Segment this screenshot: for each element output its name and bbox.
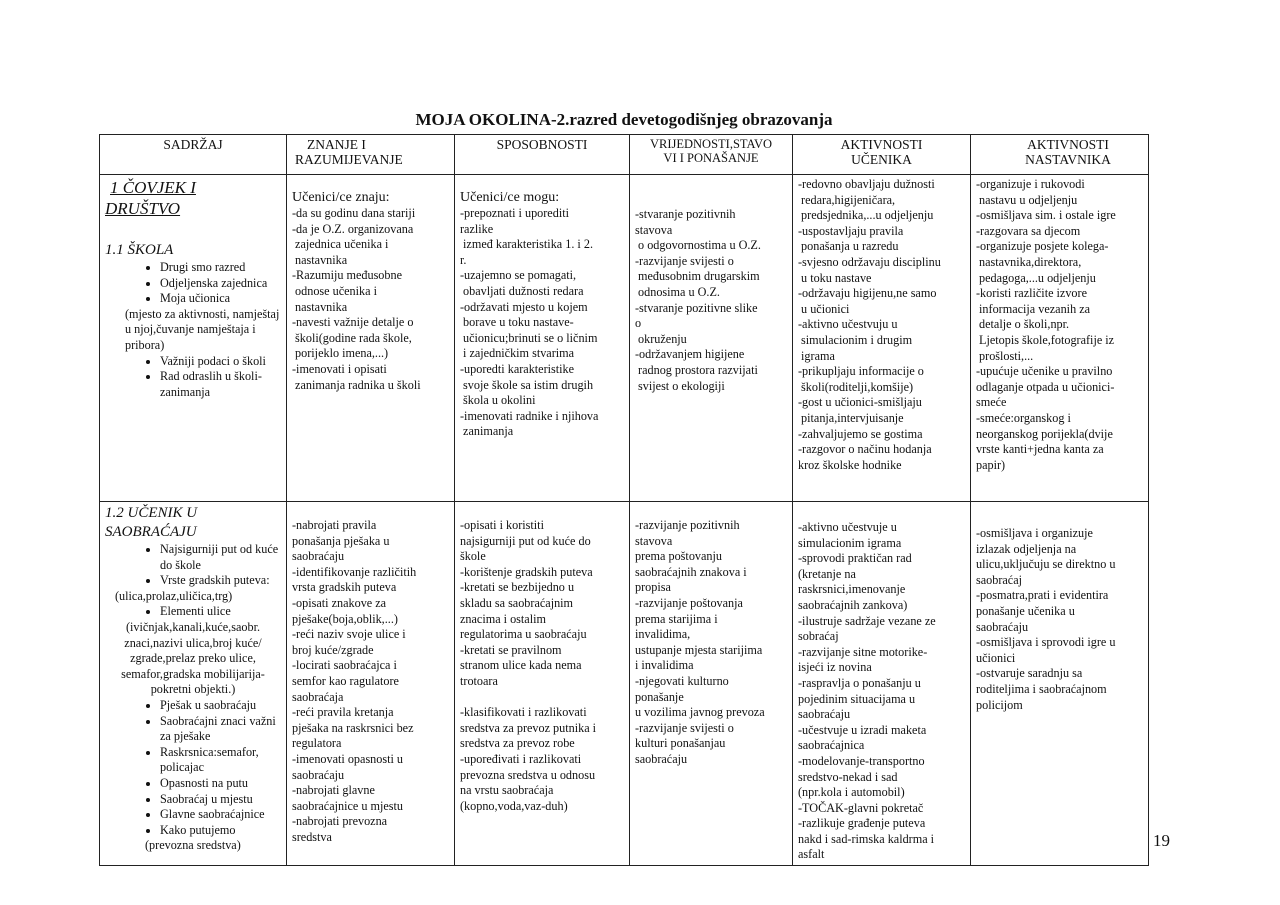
header-aktivnosti-ucenika-line1: AKTIVNOSTI — [840, 137, 923, 152]
list-item: • Pješak u saobraćaju — [160, 698, 281, 714]
sposobnosti-text: -opisati i koristiti najsigurniji put od kuće do škole -korištenje gradskih puteva -kretati se bezbijedno u skladu sa saobraćajnim znacima i ostalim regulatorima u saobraćaju -kretati se pravilnom stranom ulice kada nema trotoara -klasifikovati i razlikovati sredstva za prevoz putnika i sredstva za prevoz robe -upoređivati i razlikovati prevozna sredstva u odnosu na vrstu saobraćaja (kopno,voda,vaz-duh) — [460, 518, 597, 813]
header-znanje-line1: ZNANJE I — [307, 137, 366, 152]
cell-vrijednosti-1 — [630, 175, 793, 502]
aktivnosti-ucenika-text: -aktivno učestvuje u simulacionim igrama -sprovodi praktičan rad (kretanje na raskrsnici,imenovanje saobraćajnih zankova) -ilustruje sadržaje vezane ze sobraćaj -razvijanje sitne motorike- isjeći iz novina -raspravlja o ponašanju u pojedinim situacijama u saobraćaju -učestvuje u izradi maketa saobraćajnica -modelovanje-transportno sredstvo-nekad i sad (npr.kola i automobil) -TOČAK-glavni pokretač -razlikuje građenje puteva nakd i sad-rimska kaldrma i asfalt — [798, 520, 936, 862]
sposobnosti-lead: Učenici/ce mogu: — [460, 190, 560, 205]
cell-sadrzaj-1 — [100, 175, 287, 502]
list-item: • Odjeljenska zajednica — [160, 276, 281, 292]
list-saobracaj-items — [105, 542, 281, 589]
cell-aktivnosti-ucenika-1 — [793, 175, 971, 502]
header-aktivnosti-nastavnika-line1: AKTIVNOSTI — [1027, 137, 1109, 152]
list-item: • Elementi ulice — [160, 604, 281, 620]
note-prevozna-sredstva: (prevozna sredstva) — [145, 838, 241, 853]
list-item: • Glavne saobraćajnice — [160, 807, 281, 823]
header-sposobnosti-label: SPOSOBNOSTI — [496, 137, 588, 152]
note-ucionica: (mjesto za aktivnosti, namještaj u njoj,čuvanje namještaja i pribora) — [125, 306, 280, 352]
header-znanje-line2: RAZUMIJEVANJE — [295, 152, 403, 167]
header-sadrzaj — [100, 135, 287, 175]
sposobnosti-text: -prepoznati i uporediti razlike izmeđ karakteristika 1. i 2. r. -uzajemno se pomagati, obavljati dužnosti redara -održavati mjesto u kojem borave u toku nastave- učionicu;brinuti se o ličnim i zajedničkim stvarima -uporedti karakteristike svoje škole sa istim drugih škola u okolini -imenovati radnike i njihova zanimanja — [460, 206, 599, 439]
table-row-skola — [100, 175, 1149, 502]
header-aktivnosti-nastavnika-line2: NASTAVNIKA — [1025, 152, 1111, 167]
cell-znanje-2 — [287, 502, 455, 866]
list-item: • Moja učionica — [160, 291, 281, 307]
header-vrijednosti-line1: VRIJEDNOSTI,STAVO — [649, 137, 773, 151]
header-vrijednosti-line2: VI I PONAŠANJE — [663, 151, 759, 165]
aktivnosti-nastavnika-text: -osmišljava i organizuje izlazak odjeljenja na ulicu,uključuju se direktno u saobraćaj -posmatra,prati i evidentira ponašanje učenika u saobraćaju -osmišljava i sprovodi igre u učionici -ostvaruje saradnju sa roditeljima i saobraćajnom policijom — [976, 526, 1116, 712]
cell-sposobnosti-1 — [455, 175, 630, 502]
znanje-text: -da su godinu dana stariji -da je O.Z. organizovana zajednica učenika i nastavnika -Razumiju međusobne odnose učenika i nastavnika -navesti važnije detalje o školi(godine rada škole, porijeklo imena,...) -imenovati i opisati zanimanja radnika u školi — [292, 206, 421, 392]
table-row-saobracaj — [100, 502, 1149, 866]
list-item: • Važniji podaci o školi — [160, 354, 281, 370]
znanje-lead: Učenici/ce znaju: — [292, 190, 390, 205]
znanje-text: -nabrojati pravila ponašanja pješaka u saobraćaju -identifikovanje različitih vrsta gradskih puteva -opisati znakove za pješake(boja,oblik,...) -reći naziv svoje ulice i broj kuće/zgrade -locirati saobraćajca i semfor kao ragulatore saobraćaja -reći pravila kretanja pješaka na raskrsnici bez regulatora -imenovati opasnosti u saobraćaju -nabrojati glavne saobraćajnice u mjestu -nabrojati prevozna sredstva — [292, 518, 417, 844]
header-aktivnosti-ucenika — [793, 135, 971, 175]
list-item: • Kako putujemo — [160, 823, 281, 839]
cell-aktivnosti-nastavnika-2 — [971, 502, 1149, 866]
list-saobracaj-items-b — [105, 604, 281, 620]
note-putevi: (ulica,prolaz,uličica,trg) — [115, 588, 233, 603]
header-sadrzaj-label: SADRŽAJ — [163, 137, 223, 152]
topic-title-line2: DRUŠTVO — [105, 199, 181, 218]
subtopic-saobracaj-line1: 1.2 UČENIK U — [105, 505, 198, 521]
list-skola-items — [105, 260, 281, 307]
list-item: • Najsigurniji put od kuće do škole — [160, 542, 281, 573]
topic-title-line1: 1 ČOVJEK I — [110, 178, 196, 197]
note-elementi-ulice: (ivičnjak,kanali,kuće,saobr. znaci,nazivi ulica,broj kuće/ zgrade,prelaz preko ulice, semafor,gradska mobilijarija-pokretni objekti.) — [121, 619, 265, 697]
page-title: MOJA OKOLINA-2.razred devetogodišnjeg obrazovanja — [415, 110, 833, 129]
cell-vrijednosti-2 — [630, 502, 793, 866]
cell-aktivnosti-ucenika-2 — [793, 502, 971, 866]
cell-sposobnosti-2 — [455, 502, 630, 866]
aktivnosti-ucenika-text: -redovno obavljaju dužnosti redara,higijeničara, predsjednika,...u odjeljenju -uspostavljaju pravila ponašanja u razredu -svjesno održavaju disciplinu u toku nastave -održavaju higijenu,ne samo u učionici -aktivno učestvuju u simulacionim i drugim igrama -prikupljaju informacije o školi(roditelji,komšije) -gost u učionici-smišljaju pitanja,intervjuisanje -zahvaljujemo se gostima -razgovor o načinu hodanja kroz školske hodnike — [798, 177, 941, 472]
header-row — [100, 135, 1149, 175]
subtopic-skola: 1.1 ŠKOLA — [105, 242, 174, 258]
curriculum-table — [99, 134, 1149, 866]
list-item: • Vrste gradskih puteva: — [160, 573, 281, 589]
subtopic-saobracaj-line2: SAOBRAĆAJU — [105, 524, 197, 540]
list-item: • Drugi smo razred — [160, 260, 281, 276]
header-aktivnosti-ucenika-line2: UČENIKA — [851, 152, 912, 167]
vrijednosti-text: -razvijanje pozitivnih stavova prema poštovanju saobraćajnih znakova i propisa -razvijanje poštovanja prema starijima i invalidima, ustupanje mjesta starijima i invalidima -njegovati kulturno ponašanje u vozilima javnog prevoza -razvijanje svijesti o kulturi ponašanjau saobraćaju — [635, 518, 765, 766]
list-skola-items-b — [105, 354, 281, 401]
list-item: • Saobraćaj u mjestu — [160, 792, 281, 808]
cell-znanje-1 — [287, 175, 455, 502]
header-aktivnosti-nastavnika — [971, 135, 1149, 175]
list-item: • Rad odraslih u školi-zanimanja — [160, 369, 281, 400]
vrijednosti-text: -stvaranje pozitivnih stavova o odgovornostima u O.Z. -razvijanje svijesti o međusobnim drugarskim odnosima u O.Z. -stvaranje pozitivne slike o okruženju -održavanjem higijene radnog prostora razvijati svijest o ekologiji — [635, 207, 761, 393]
list-item: • Raskrsnica:semafor, policajac — [160, 745, 281, 776]
header-znanje — [287, 135, 455, 175]
aktivnosti-nastavnika-text: -organizuje i rukovodi nastavu u odjeljenju -osmišljava sim. i ostale igre -razgovara sa djecom -organizuje posjete kolega- nastavnika,direktora, pedagoga,...u odjeljenju -koristi različite izvore informacija vezanih za detalje o školi,npr. Ljetopis škole,fotografije iz prošlosti,... -upućuje učenike u pravilno odlaganje otpada u učionici- smeće -smeće:organskog i neorganskog porijekla(dvije vrste kanti+jedna kanta za papir) — [976, 177, 1116, 472]
header-sposobnosti — [455, 135, 630, 175]
page-number: 19 — [1153, 831, 1170, 850]
list-item: • Opasnosti na putu — [160, 776, 281, 792]
list-item: • Saobraćajni znaci važni za pješake — [160, 714, 281, 745]
list-saobracaj-items-c — [105, 698, 281, 838]
header-vrijednosti — [630, 135, 793, 175]
cell-aktivnosti-nastavnika-1 — [971, 175, 1149, 502]
cell-sadrzaj-2 — [100, 502, 287, 866]
